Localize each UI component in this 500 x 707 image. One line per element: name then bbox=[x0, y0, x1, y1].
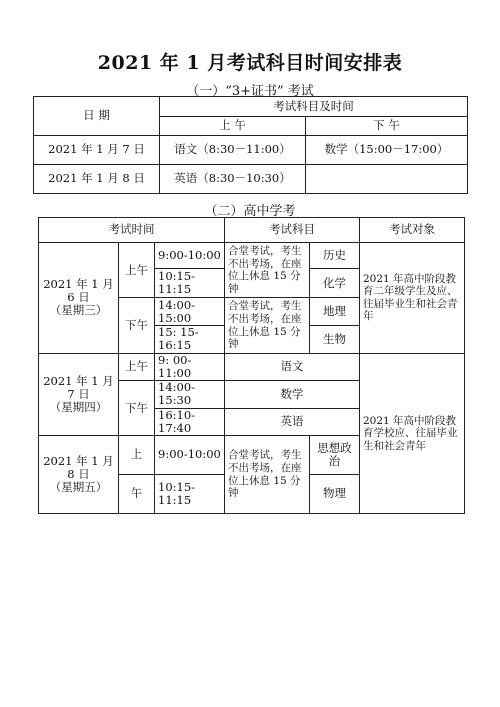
day3-slot-1: 9:00-10:00 bbox=[155, 436, 225, 475]
day1-slot-3: 14:00-15:00 bbox=[155, 298, 225, 326]
day2-subject-math: 数学 bbox=[225, 381, 360, 408]
morning-header: 上 午 bbox=[160, 117, 306, 136]
day3-date: 2021 年 1 月 8 日 bbox=[43, 453, 114, 481]
day1-slot-2: 10:15-11:15 bbox=[155, 269, 225, 298]
page-title: 2021 年 1 月考试科目时间安排表 bbox=[97, 52, 403, 74]
day1-subject-history: 历史 bbox=[310, 243, 360, 269]
day1-slot-1: 9:00-10:00 bbox=[155, 243, 225, 269]
audience-header: 考试对象 bbox=[360, 218, 465, 243]
day3-slot-2: 10:15-11:15 bbox=[155, 475, 225, 514]
day2-slot-2: 14:00-15:30 bbox=[155, 381, 225, 408]
date-header: 日 期 bbox=[34, 97, 160, 136]
day2-weekday: （星期四） bbox=[49, 400, 108, 415]
day2-pm-label: 下午 bbox=[119, 381, 155, 436]
table-row-date: 2021 年 1 月 8 日 bbox=[34, 165, 160, 194]
time-header: 考试时间 bbox=[39, 218, 225, 243]
day3-subject-politics: 思想政治 bbox=[310, 436, 360, 475]
day3-am-label-bottom: 午 bbox=[119, 475, 155, 514]
table-row-afternoon bbox=[306, 165, 468, 194]
day2-subject-chinese: 语文 bbox=[225, 353, 360, 380]
day1-subject-chemistry: 化学 bbox=[310, 269, 360, 298]
afternoon-header: 下 午 bbox=[306, 117, 468, 136]
day3-weekday: （星期五） bbox=[49, 480, 108, 495]
day2-subject-english: 英语 bbox=[225, 408, 360, 435]
day3-date-cell bbox=[39, 436, 119, 514]
subject-header: 考试科目 bbox=[225, 218, 360, 243]
section1-heading: （一）“3+证书” 考试 bbox=[186, 84, 314, 99]
day1-subject-biology: 生物 bbox=[310, 326, 360, 354]
day3-subject-physics: 物理 bbox=[310, 475, 360, 514]
subjects-header: 考试科目及时间 bbox=[160, 97, 468, 117]
day1-am-label: 上午 bbox=[119, 243, 155, 298]
table-academic-exam bbox=[38, 217, 465, 514]
day1-date-cell bbox=[39, 243, 119, 354]
table-3plus-exam bbox=[33, 96, 468, 194]
day2-date: 2021 年 1 月 7 日 bbox=[43, 373, 114, 401]
day1-am-note: 合堂考试，考生不出考场，在座位上休息 15 分钟 bbox=[225, 243, 310, 298]
day1-audience: 2021 年高中阶段教育二年级学生及应、往届毕业生和社会青年 bbox=[360, 243, 465, 354]
day2-3-audience: 2021 年高中阶段教育学校应、往届毕业生和社会青年 bbox=[360, 353, 465, 513]
day1-pm-note: 合堂考试，考生不出考场，在座位上休息 15 分钟 bbox=[225, 298, 310, 353]
table-row-morning: 语文（8:30－11:00） bbox=[160, 136, 306, 165]
section2-heading: （二）高中学考 bbox=[204, 204, 296, 219]
table-row-date: 2021 年 1 月 7 日 bbox=[34, 136, 160, 165]
day3-am-label-top: 上 bbox=[119, 436, 155, 475]
day2-am-label: 上午 bbox=[119, 353, 155, 380]
day1-weekday: （星期三） bbox=[49, 303, 108, 318]
table-row-afternoon: 数学（15:00－17:00） bbox=[306, 136, 468, 165]
day1-subject-geography: 地理 bbox=[310, 298, 360, 326]
day2-date-cell bbox=[39, 353, 119, 435]
day3-note: 合堂考试，考生不出考场，在座位上休息 15 分钟 bbox=[225, 436, 310, 514]
day1-slot-4: 15: 15-16:15 bbox=[155, 326, 225, 354]
table-row-morning: 英语（8:30－10:30） bbox=[160, 165, 306, 194]
day2-slot-3: 16:10-17:40 bbox=[155, 408, 225, 435]
day2-slot-1: 9: 00-11:00 bbox=[155, 353, 225, 380]
day1-pm-label: 下午 bbox=[119, 298, 155, 353]
day1-date: 2021 年 1 月 6 日 bbox=[43, 277, 114, 305]
